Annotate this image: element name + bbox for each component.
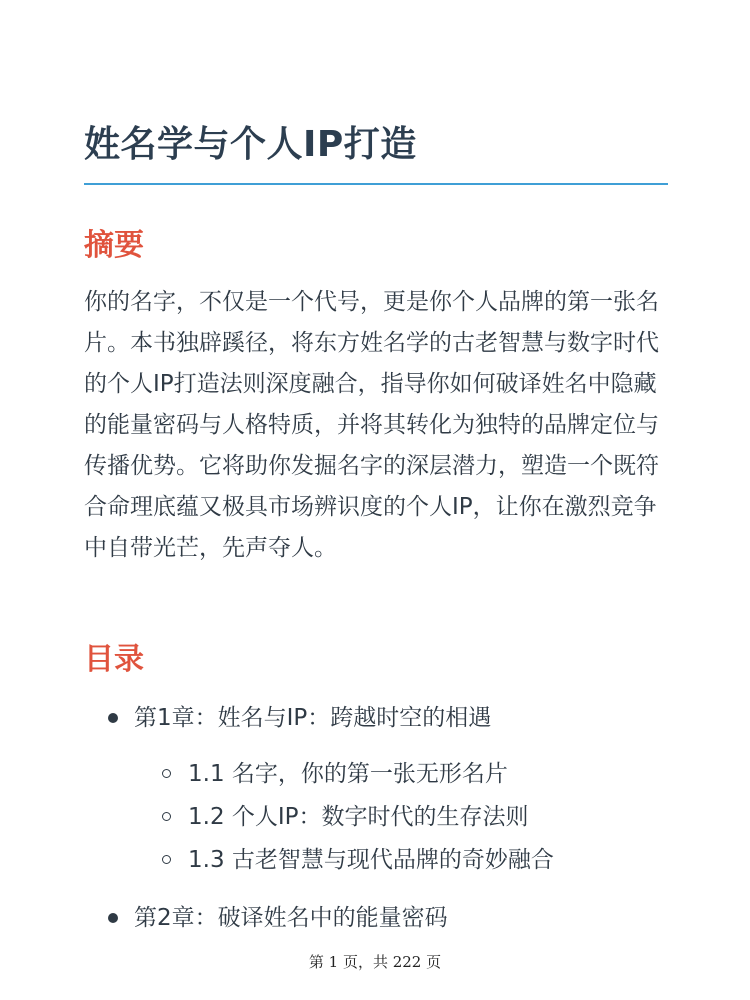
toc-section-label: 1.3 古老智慧与现代品牌的奇妙融合 (188, 847, 554, 873)
toc-chapter-2[interactable] (134, 903, 448, 933)
bullet-circle-icon (162, 855, 171, 864)
abstract-body: 你的名字，不仅是一个代号，更是你个人品牌的第一张名片。本书独辟蹊径，将东方姓名学的古老智慧与数字时代的个人IP打造法则深度融合，指导你如何破译姓名中隐藏的能量密码与人格特质，并将其转化为独特的品牌定位与传播优势。它将助你发掘名字的深层潜力，塑造一个既符合命理底蕴又极具市场辨识度的个人IP，让你在激烈竞争中自带光芒，先声夺人。 (84, 289, 659, 561)
document-title: 姓名学与个人IP打造 (84, 124, 417, 165)
toc-section-label: 1.1 名字，你的第一张无形名片 (188, 761, 508, 787)
toc-chapter-1[interactable] (134, 703, 491, 733)
toc-section-label: 1.2 个人IP：数字时代的生存法则 (188, 804, 529, 830)
bullet-circle-icon (162, 769, 171, 778)
toc-section-1-2[interactable] (188, 802, 529, 832)
abstract-heading: 摘要 (84, 228, 144, 263)
document-page (84, 0, 668, 1000)
toc-section-1-1[interactable] (188, 759, 508, 789)
toc-chapter-label: 第2章：破译姓名中的能量密码 (134, 905, 448, 931)
page-number: 第 1 页，共 222 页 (308, 953, 442, 971)
bullet-circle-icon (162, 812, 171, 821)
toc-chapter-label: 第1章：姓名与IP：跨越时空的相遇 (134, 705, 492, 731)
title-divider (84, 183, 668, 185)
toc-section-1-3[interactable] (188, 845, 554, 875)
toc-heading: 目录 (84, 642, 144, 677)
bullet-disc-icon (108, 713, 118, 723)
bullet-disc-icon (108, 913, 118, 923)
